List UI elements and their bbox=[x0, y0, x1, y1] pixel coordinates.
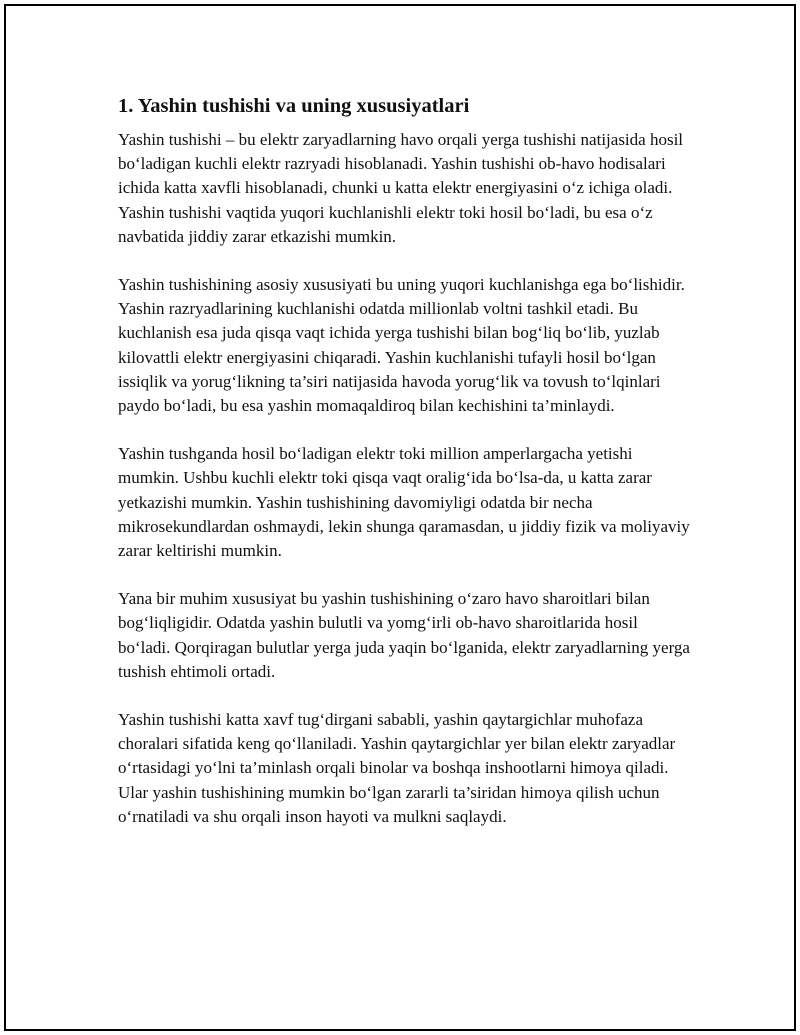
paragraph-2: Yashin tushishining asosiy xususiyati bu uning yuqori kuchlanishga ega bo‘lishidir. Yashin razryadlarining kuchlanishi odatda millionlab voltni tashkil etadi. Bu kuchlanish esa juda qisqa vaqt ichida yerga tushishi bilan bog‘liq bo‘lib, yuzlab kilovattli elektr energiyasini chiqaradi. Yashin kuchlanishi tufayli hosil bo‘lgan issiqlik va yorug‘likning ta’siri natijasida havoda yorug‘lik va tovush to‘lqinlari paydo bo‘ladi, bu esa yashin momaqaldiroq bilan kechishini ta’minlaydi. bbox=[118, 275, 685, 416]
paragraph-4: Yana bir muhim xususiyat bu yashin tushishining o‘zaro havo sharoitlari bilan bog‘liqligidir. Odatda yashin bulutli va yomg‘irli ob-havo sharoitlarida hosil bo‘ladi. Qorqiragan bulutlar yerga juda yaqin bo‘lganida, elektr zaryadlarning yerga tushish ehtimoli ortadi. bbox=[118, 589, 690, 681]
paragraph-5: Yashin tushishi katta xavf tug‘dirgani sababli, yashin qaytargichlar muhofaza choralari sifatida keng qo‘llaniladi. Yashin qaytargichlar yer bilan elektr zaryadlar o‘rtasidagi yo‘lni ta’minlash orqali binolar va boshqa inshootlarni himoya qiladi. Ular yashin tushishining mumkin bo‘lgan zararli ta’siridan himoya qilish uchun o‘rnatiladi va shu orqali inson hayoti va mulkni saqlaydi. bbox=[118, 710, 676, 826]
paragraph-1: Yashin tushishi – bu elektr zaryadlarning havo orqali yerga tushishi natijasida hosil bo‘ladigan kuchli elektr razryadi hisoblanadi. Yashin tushishi ob-havo hodisalari ichida katta xavfli hisoblanadi, chunki u katta elektr energiyasini o‘z ichiga oladi. Yashin tushishi vaqtida yuqori kuchlanishli elektr toki hosil bo‘ladi, bu esa o‘z navbatida jiddiy zarar etkazishi mumkin. bbox=[118, 130, 684, 246]
section-heading: 1. Yashin tushishi va uning xususiyatlari bbox=[118, 95, 470, 117]
paragraph-3: Yashin tushganda hosil bo‘ladigan elektr toki million amperlargacha yetishi mumkin. Ushbu kuchli elektr toki qisqa vaqt oralig‘ida bo‘lsa-da, u katta zarar yetkazishi mumkin. Yashin tushishining davomiyligi odatda bir necha mikrosekundlardan oshmaydi, lekin shunga qaramasdan, u jiddiy fizik va moliyaviy zarar keltirishi mumkin. bbox=[118, 444, 690, 561]
document-body bbox=[118, 92, 693, 853]
